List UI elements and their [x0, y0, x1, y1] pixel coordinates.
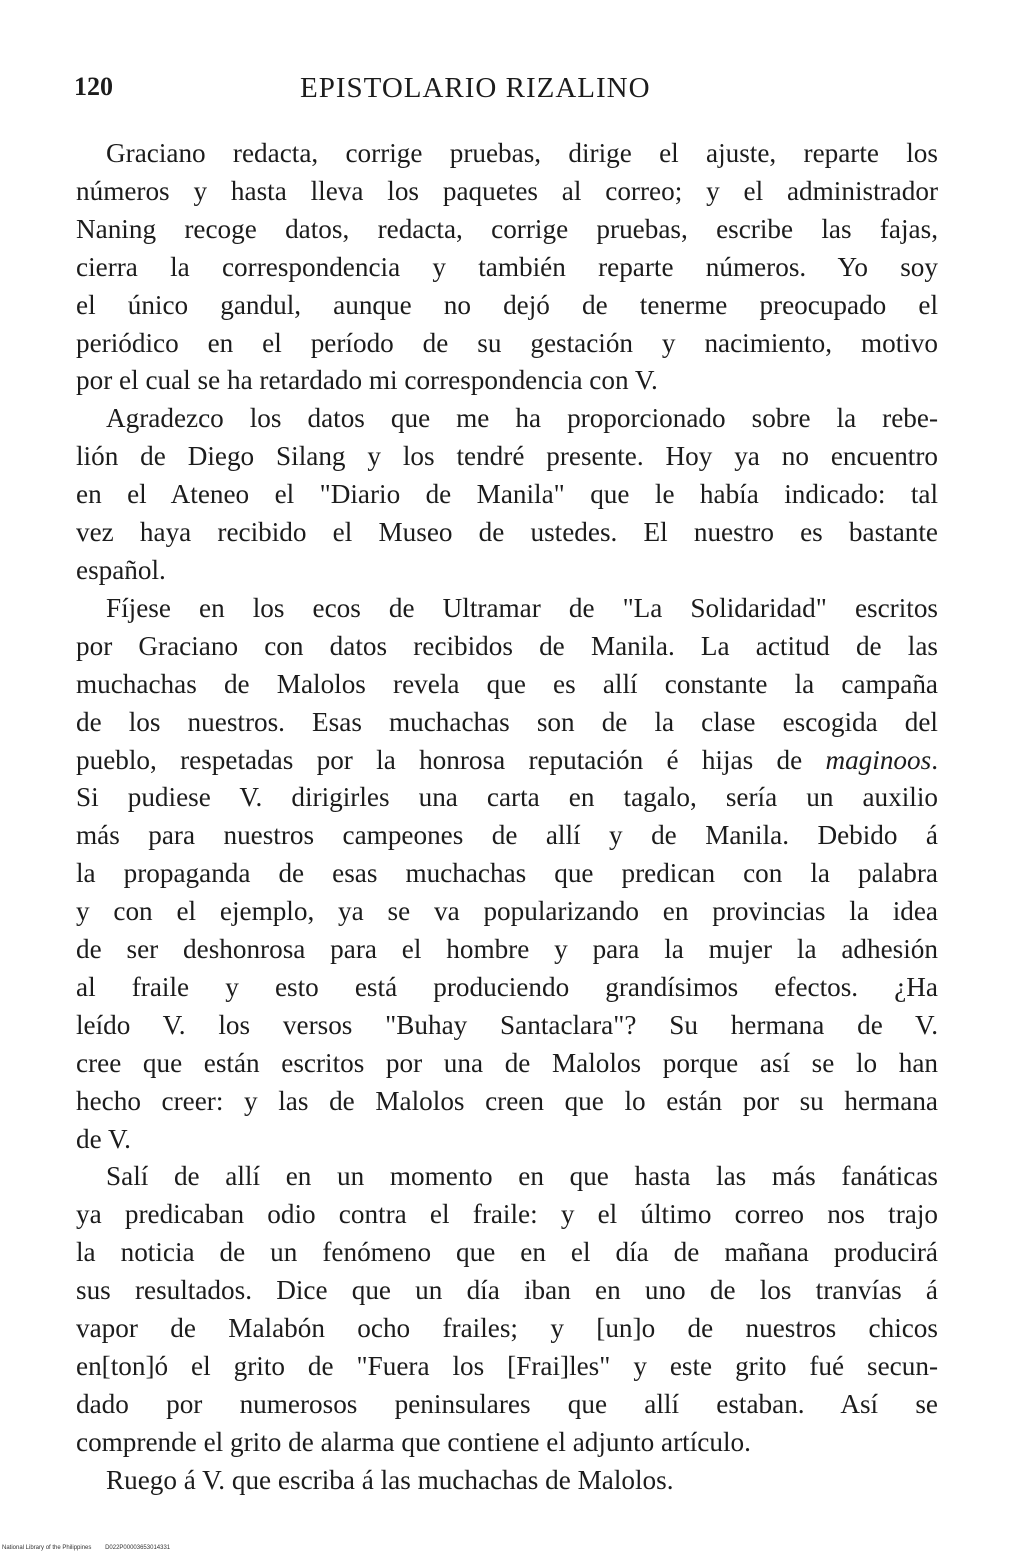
text-line: la propaganda de esas muchachas que predican con la palabra — [76, 858, 938, 889]
text-line: español. — [76, 554, 166, 585]
text-line: Naning recoge datos, redacta, corrige pruebas, escribe las fajas, — [76, 213, 938, 244]
scan-identifier: D022P00003653014331 — [105, 1545, 171, 1551]
text-line: comprende el grito de alarma que contiene el adjunto artículo. — [76, 1426, 751, 1457]
text-line: por el cual se ha retardado mi correspondencia con V. — [76, 365, 658, 396]
scan-footer — [2, 1545, 182, 1551]
text-line: vez haya recibido el Museo de ustedes. El nuestro es bastante — [76, 517, 938, 548]
text-line: y con el ejemplo, ya se va popularizando en provincias la idea — [76, 896, 938, 927]
paragraph — [76, 590, 938, 1159]
page-number: 120 — [74, 72, 113, 101]
running-title: EPISTOLARIO RIZALINO — [300, 72, 651, 104]
paragraph — [76, 1462, 938, 1500]
paragraph — [76, 135, 938, 400]
text-line: en[ton]ó el grito de "Fuera los [Frai]les" y este grito fué secun- — [76, 1351, 938, 1381]
text-line: vapor de Malabón ocho frailes; y [un]o de nuestros chicos — [76, 1313, 938, 1344]
text-line: dado por numerosos peninsulares que allí estaban. Así se — [76, 1388, 938, 1419]
text-line: por Graciano con datos recibidos de Manila. La actitud de las — [76, 630, 938, 661]
text-line: hecho creer: y las de Malolos creen que lo están por su hermana — [76, 1085, 938, 1116]
text-line: ya predicaban odio contra el fraile: y el último correo nos trajo — [76, 1199, 938, 1230]
italic-term: maginoos — [825, 744, 932, 775]
text-line: Agradezco los datos que me ha proporcionado sobre la rebe- — [106, 403, 938, 434]
text-line: la noticia de un fenómeno que en el día de mañana producirá — [76, 1237, 938, 1268]
text-line: el único gandul, aunque no dejó de tenerme preocupado el — [76, 289, 938, 320]
text-line: pueblo, respetadas por la honrosa reputación é hijas de maginoos. — [76, 744, 938, 775]
text-line: en el Ateneo el "Diario de Manila" que le había indicado: tal — [76, 479, 938, 510]
text-line: cree que están escritos por una de Malolos porque así se lo han — [76, 1047, 938, 1078]
text-line: Si pudiese V. dirigirles una carta en tagalo, sería un auxilio — [76, 782, 938, 813]
text-line: Ruego á V. que escriba á las muchachas de Malolos. — [106, 1464, 674, 1495]
text-line: leído V. los versos "Buhay Santaclara"? Su hermana de V. — [76, 1009, 938, 1040]
text-line: de los nuestros. Esas muchachas son de la clase escogida del — [76, 706, 938, 737]
text-line: Graciano redacta, corrige pruebas, dirige el ajuste, reparte los — [106, 138, 938, 168]
letter-body — [76, 135, 938, 1500]
paragraph — [76, 400, 938, 590]
text-line: de ser deshonrosa para el hombre y para la mujer la adhesión — [76, 934, 938, 965]
text-line: más para nuestros campeones de allí y de Manila. Debido á — [76, 820, 938, 851]
text-line: Fíjese en los ecos de Ultramar de "La Solidaridad" escritos — [106, 592, 938, 623]
text-line: lión de Diego Silang y los tendré presente. Hoy ya no encuentro — [76, 441, 938, 472]
text-line: muchachas de Malolos revela que es allí constante la campaña — [76, 668, 938, 699]
text-line: cierra la correspondencia y también reparte números. Yo soy — [76, 251, 938, 282]
text-line: sus resultados. Dice que un día iban en uno de los tranvías á — [76, 1275, 938, 1306]
text-line: números y hasta lleva los paquetes al correo; y el administrador — [76, 175, 938, 206]
page-header — [74, 72, 944, 116]
library-credit: National Library of the Philippines — [2, 1545, 92, 1551]
text-line: al fraile y esto está produciendo grandísimos efectos. ¿Ha — [76, 971, 938, 1002]
paragraph — [76, 1158, 938, 1461]
text-line: periódico en el período de su gestación y nacimiento, motivo — [76, 327, 938, 358]
text-line: Salí de allí en un momento en que hasta las más fanáticas — [106, 1161, 938, 1192]
text-line: de V. — [76, 1123, 131, 1154]
